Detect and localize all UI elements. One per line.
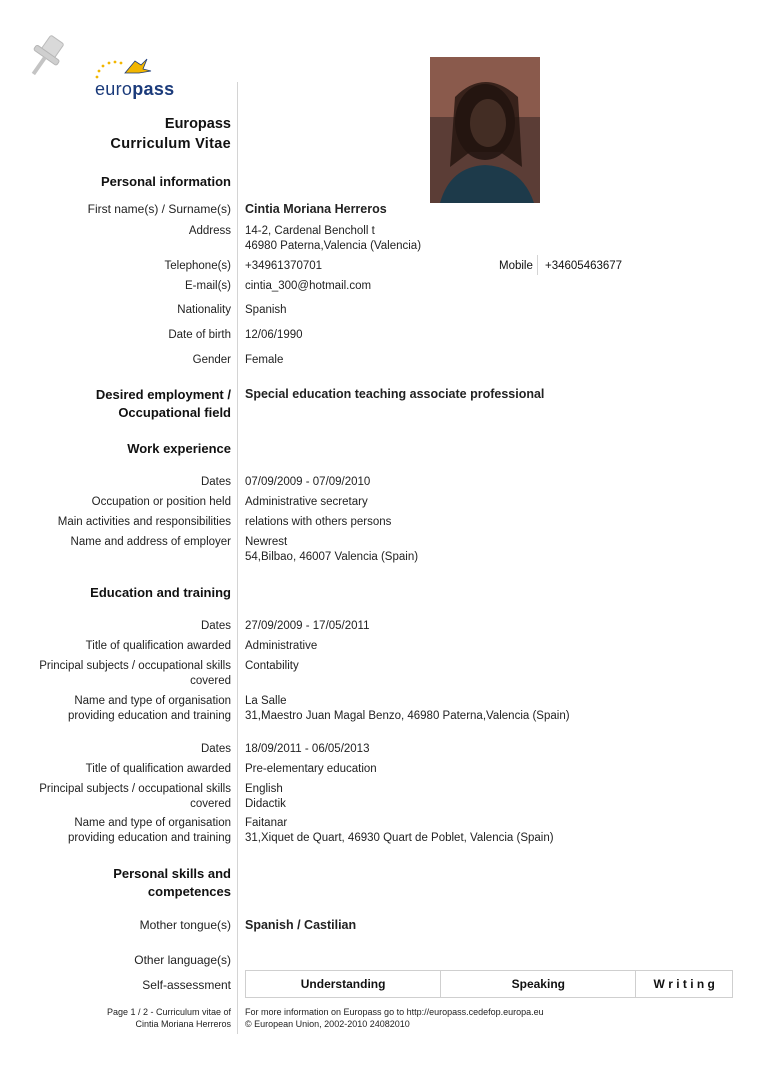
mobile-divider	[537, 255, 538, 275]
col-writing: W r i t i n g	[653, 977, 715, 991]
footer-right-line1: For more information on Europass go to http://europass.cedefop.europa.eu	[245, 1007, 544, 1017]
cv-subtitle: Curriculum Vitae	[110, 136, 231, 152]
logo-euro: euro	[95, 79, 133, 99]
edu2-subjects-line2: Didactik	[245, 798, 286, 810]
edu1-subjects-line1: Contability	[245, 660, 299, 672]
mobile-label: Mobile	[499, 260, 533, 272]
nationality-value: Spanish	[245, 304, 287, 316]
address-line2: 46980 Paterna,Valencia (Valencia)	[245, 240, 422, 252]
edu2-dates-value: 18/09/2011 - 06/05/2013	[245, 743, 370, 755]
employer-line2: 54,Bilbao, 46007 Valencia (Spain)	[245, 551, 419, 563]
address-line1: 14-2, Cardenal Bencholl t	[245, 225, 375, 237]
section-education-heading: Education and training	[90, 585, 231, 600]
activities-value: relations with others persons	[245, 516, 392, 528]
edu1-title-value: Administrative	[245, 640, 318, 652]
column-divider	[237, 82, 238, 1034]
edu2-dates-label: Dates	[200, 743, 231, 755]
email-value: cintia_300@hotmail.com	[245, 280, 372, 292]
mobile-value: +34605463677	[545, 260, 623, 272]
footer-left-line2: Cintia Moriana Herreros	[135, 1019, 231, 1029]
activities-label: Main activities and responsibilities	[57, 516, 231, 528]
nationality-label: Nationality	[177, 304, 231, 316]
occupation-value: Administrative secretary	[245, 496, 368, 508]
edu1-dates-label: Dates	[200, 620, 231, 632]
profile-photo	[430, 57, 540, 203]
edu2-subjects-line1: English	[245, 783, 283, 795]
self-assessment-label: Self-assessment	[142, 978, 231, 992]
name-label: First name(s) / Surname(s)	[87, 202, 231, 216]
edu1-subjects-label-line2: covered	[190, 675, 231, 687]
edu2-org-line1: Faitanar	[245, 817, 288, 829]
desired-heading-line1: Desired employment /	[95, 387, 231, 402]
gender-label: Gender	[192, 354, 231, 366]
edu2-title-label: Title of qualification awarded	[85, 763, 231, 775]
edu2-title-value: Pre-elementary education	[245, 763, 377, 775]
telephone-value: +34961370701	[245, 260, 323, 272]
section-personal-heading: Personal information	[100, 174, 231, 189]
edu2-subjects-label-line2: covered	[190, 798, 231, 810]
edu1-dates-value: 27/09/2009 - 17/05/2011	[245, 620, 370, 632]
dob-label: Date of birth	[168, 329, 231, 341]
dob-value: 12/06/1990	[245, 329, 303, 341]
logo-pass: pass	[132, 79, 175, 99]
edu1-org-line1: La Salle	[245, 695, 287, 707]
telephone-label: Telephone(s)	[164, 260, 231, 272]
logo-wordmark	[95, 79, 174, 100]
edu2-subjects-label-line1: Principal subjects / occupational skills	[39, 783, 231, 795]
edu2-org-line2: 31,Xiquet de Quart, 46930 Quart de Poblet, Valencia (Spain)	[245, 832, 554, 844]
self-assessment-table	[245, 970, 733, 998]
gender-value: Female	[245, 354, 284, 366]
edu1-title-label: Title of qualification awarded	[85, 640, 231, 652]
col-speaking: Speaking	[441, 971, 636, 997]
desired-value: Special education teaching associate professional	[245, 387, 545, 401]
edu1-subjects-label-line1: Principal subjects / occupational skills	[39, 660, 231, 672]
edu1-org-label-line1: Name and type of organisation	[74, 695, 231, 707]
section-work-heading: Work experience	[127, 441, 231, 456]
edu1-org-line2: 31,Maestro Juan Magal Benzo, 46980 Paterna,Valencia (Spain)	[245, 710, 570, 722]
edu2-org-label-line1: Name and type of organisation	[74, 817, 231, 829]
skills-heading-line2: competences	[147, 884, 231, 899]
skills-heading-line1: Personal skills and	[113, 866, 231, 881]
employer-label: Name and address of employer	[70, 536, 231, 548]
footer-right-line2: © European Union, 2002-2010 24082010	[245, 1019, 410, 1029]
edu1-org-label-line2: providing education and training	[67, 710, 231, 722]
mother-tongue-value: Spanish / Castilian	[245, 918, 357, 932]
other-languages-label: Other language(s)	[134, 953, 231, 967]
mother-tongue-label: Mother tongue(s)	[139, 918, 231, 932]
employer-line1: Newrest	[245, 536, 288, 548]
desired-heading-line2: Occupational field	[118, 405, 231, 420]
occupation-label: Occupation or position held	[91, 496, 231, 508]
cv-title: Europass	[164, 116, 231, 132]
address-label: Address	[188, 225, 231, 237]
pin-icon	[20, 30, 72, 82]
work-dates-label: Dates	[200, 476, 231, 488]
work-dates-value: 07/09/2009 - 07/09/2010	[245, 476, 371, 488]
edu2-org-label-line2: providing education and training	[67, 832, 231, 844]
email-label: E-mail(s)	[185, 280, 231, 292]
name-value: Cintia Moriana Herreros	[245, 202, 387, 216]
col-understanding: Understanding	[246, 971, 441, 997]
footer-left-line1: Page 1 / 2 - Curriculum vitae of	[106, 1007, 231, 1017]
